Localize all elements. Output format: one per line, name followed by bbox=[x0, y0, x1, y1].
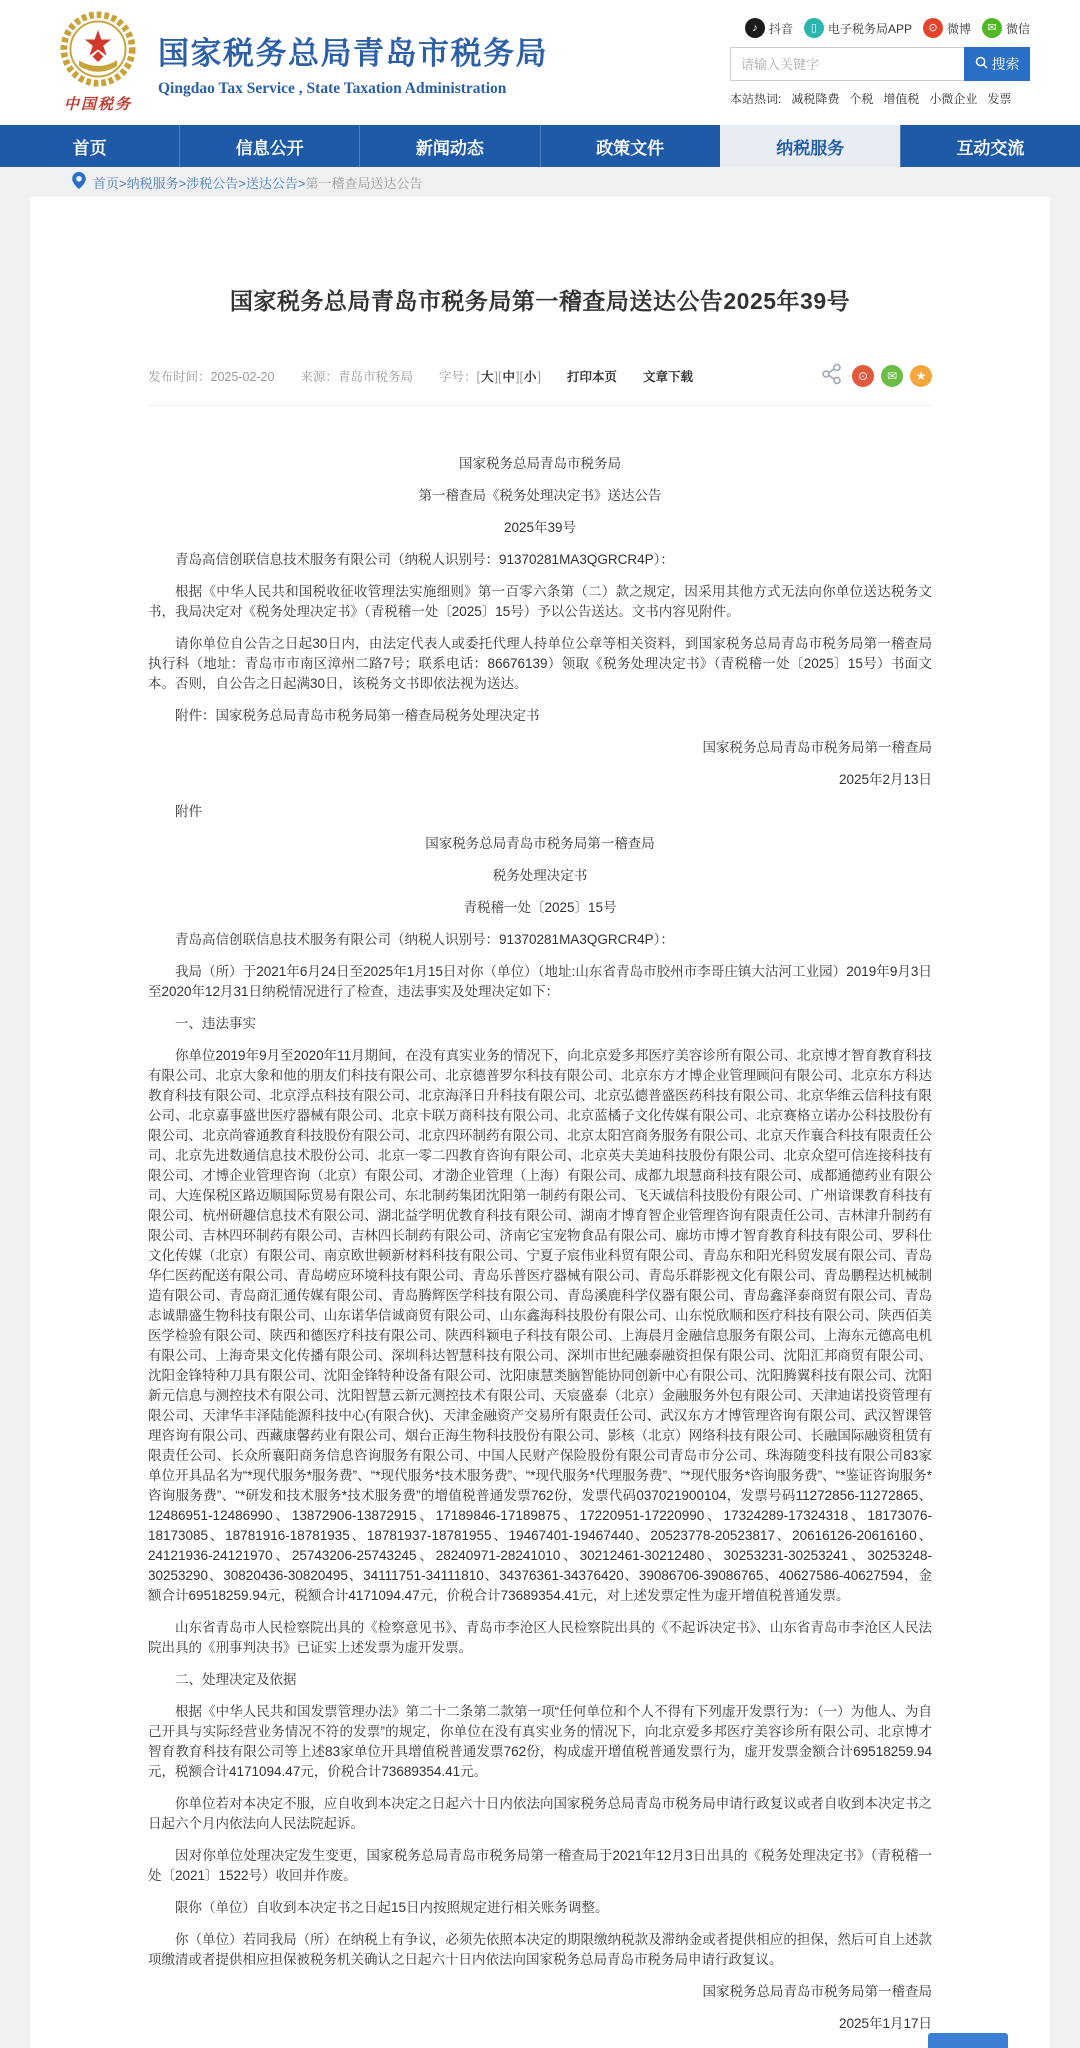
paragraph: 根据《中华人民共和国发票管理办法》第二十二条第二款第一项“任何单位和个人不得有下列虚开发票行为：（一）为他人、为自己开具与实际经营业务情况不符的发票”的规定，你单位在没有真实业务的情况下，向北京爱多邦医疗美容诊所有限公司、北京博才智育教育科技有限公司等上述83家单位开具增值税普通发票762份，构成虚开增值税普通发票行为，虚开发票金额合计69518259.94元，税额合计4171094.47元，价税合计73689354.41元。 bbox=[148, 1704, 932, 1779]
paragraph: 国家税务总局青岛市税务局第一稽查局 bbox=[702, 740, 932, 755]
paragraph: 你单位若对本决定不服，应自收到本决定之日起六十日内依法向国家税务总局青岛市税务局申请行政复议或者自收到本决定书之日起六个月内依法向人民法院起诉。 bbox=[148, 1796, 932, 1831]
bracket: ] bbox=[537, 369, 541, 384]
back-to-top-button[interactable] bbox=[928, 2033, 1008, 2048]
share-group bbox=[820, 362, 932, 389]
article-title: 国家税务总局青岛市税务局第一稽查局送达公告2025年39号 bbox=[229, 288, 851, 314]
search-input[interactable] bbox=[730, 47, 964, 81]
paragraph: 国家税务总局青岛市税务局第一稽查局 bbox=[425, 836, 655, 851]
location-pin-icon bbox=[72, 172, 86, 192]
tax-emblem-icon bbox=[60, 11, 136, 92]
search-button-label: 搜索 bbox=[991, 56, 1020, 72]
quick-links bbox=[730, 18, 1030, 38]
paragraph: 附件：国家税务总局青岛市税务局第一稽查局税务处理决定书 bbox=[175, 708, 540, 723]
search-button[interactable] bbox=[964, 47, 1030, 81]
bracket: ] bbox=[516, 369, 520, 384]
quick-link-label: 微信 bbox=[1005, 21, 1030, 36]
download-button[interactable]: 文章下载 bbox=[642, 369, 693, 384]
document-body bbox=[148, 454, 932, 2034]
font-size-小[interactable]: 小 bbox=[523, 369, 537, 384]
nav-item-4[interactable]: 政策文件 bbox=[540, 125, 720, 167]
quick-link-douyin[interactable] bbox=[745, 18, 793, 38]
qzone-share-icon[interactable]: ★ bbox=[910, 365, 932, 387]
paragraph: 根据《中华人民共和国税收征收管理法实施细则》第一百零六条第（二）款之规定，因采用其他方式无法向你单位送达税务文书，我局决定对《税务处理决定书》（青税稽一处〔2025〕15号）予以公告送达。文书内容见附件。 bbox=[148, 584, 932, 619]
paragraph: 青税稽一处〔2025〕15号 bbox=[463, 900, 617, 915]
nav-item-3[interactable]: 新闻动态 bbox=[359, 125, 539, 167]
paragraph: 请你单位自公告之日起30日内，由法定代表人或委托代理人持单位公章等相关资料，到国家税务总局青岛市税务局第一稽查局执行科（地址：青岛市市南区漳州二路7号；联系电话：86676139）领取《税务处理决定书》（青税稽一处〔2025〕15号）书面文本。否则，自公告之日起满30日，该税务文书即依法视为送达。 bbox=[148, 636, 932, 691]
etax-app-icon: ▯ bbox=[804, 18, 824, 38]
bracket: ] bbox=[494, 369, 498, 384]
nav-item-1[interactable]: 首页 bbox=[72, 138, 107, 158]
hot-word[interactable]: 发票 bbox=[987, 92, 1012, 106]
douyin-icon: ♪ bbox=[745, 18, 765, 38]
logo-caption: 中国税务 bbox=[63, 97, 132, 113]
quick-link-label: 抖音 bbox=[768, 21, 793, 36]
breadcrumb-separator: > bbox=[238, 175, 246, 191]
paragraph: 青岛高信创联信息技术服务有限公司（纳税人识别号：91370281MA3QGRCR4P）： bbox=[175, 932, 674, 947]
print-button[interactable]: 打印本页 bbox=[566, 369, 617, 384]
font-size-大[interactable]: 大 bbox=[481, 369, 494, 384]
article-meta bbox=[148, 362, 932, 406]
article-source: 来源：青岛市税务局 bbox=[300, 369, 413, 384]
publish-time: 发布时间：2025-02-20 bbox=[148, 369, 275, 384]
breadcrumb-link[interactable]: 首页 bbox=[93, 175, 120, 191]
header-right bbox=[730, 18, 1030, 107]
site-subtitle: Qingdao Tax Service , State Taxation Administration bbox=[158, 79, 507, 97]
breadcrumb-link[interactable]: 纳税服务 bbox=[126, 175, 179, 191]
breadcrumb-separator: > bbox=[178, 175, 187, 191]
paragraph: 因对你单位处理决定发生变更，国家税务总局青岛市税务局第一稽查局于2021年12月3日出具的《税务处理决定书》（青税稽一处〔2021〕1522号）收回并作废。 bbox=[148, 1848, 932, 1883]
breadcrumb-link[interactable]: 送达公告 bbox=[245, 175, 298, 191]
nav-item-5[interactable]: 纳税服务 bbox=[720, 125, 900, 167]
quick-link-label: 微博 bbox=[946, 21, 971, 36]
weibo-icon: ⊙ bbox=[923, 18, 943, 38]
hot-words-list bbox=[791, 90, 1011, 107]
breadcrumb-path bbox=[93, 173, 422, 192]
paragraph: 你（单位）若同我局（所）在纳税上有争议，必须先依照本决定的期限缴纳税款及滞纳金或者提供相应的担保，然后可自上述款项缴清或者提供相应担保被税务机关确认之日起六十日内依法向国家税务总局青岛市税务局申请行政复议。 bbox=[148, 1932, 932, 1967]
nav-item-6[interactable]: 互动交流 bbox=[900, 125, 1080, 167]
paragraph: 一、违法事实 bbox=[175, 1016, 256, 1031]
paragraph: 附件 bbox=[175, 804, 202, 819]
article-card bbox=[30, 197, 1050, 2048]
breadcrumb-current: 第一稽查局送达公告 bbox=[305, 175, 423, 191]
paragraph: 国家税务总局青岛市税务局 bbox=[459, 456, 621, 471]
breadcrumb-separator: > bbox=[119, 175, 127, 191]
hot-word[interactable]: 减税降费 bbox=[791, 92, 840, 106]
paragraph: 第一稽查局《税务处理决定书》送达公告 bbox=[418, 488, 662, 503]
site-header bbox=[0, 0, 1080, 125]
paragraph: 你单位2019年9月至2020年11月期间，在没有真实业务的情况下，向北京爱多邦医疗美容诊所有限公司、北京博才智育教育科技有限公司、北京大象和他的朋友们科技有限公司、北京德普罗尔科技有限公司、北京东方才博企业管理顾问有限公司、北京东方科达教育科技有限公司、北京浮点科技有限公司、北京海泽日升科技有限公司、北京弘德普盛医药科技有限公司、北京华维云信科技有限公司、北京嘉事盛世医疗器械有限公司、北京卡联万商科技有限公司、北京蓝橘子文化传媒有限公司、北京赛格立诺办公科技股份有限公司、北京尚睿通教育科技股份有限公司、北京四环制药有限公司、北京太阳宫商务服务有限公司、北京天作襄合科技有限责任公司、北京先进数通信息技术股份公司、北京一零二四教育咨询有限公司、北京英夫美迪科技股份有限公司、北京众望可信连接科技有限公司、才博企业管理咨询（北京）有限公司、才渤企业管理（上海）有限公司、成都九垠慧商科技有限公司、成都通德药业有限公司、大连保税区路迈顺国际贸易有限公司、东北制药集团沈阳第一制药有限公司、飞天诚信科技股份有限公司、广州谙课教育科技有限公司、杭州研趣信息技术有限公司、湖北益学明优教育科技有限公司、湖南才博育智企业管理咨询有限责任公司、吉林津升制药有限公司、吉林四环制药有限公司、吉林四长制药有限公司、济南它宝宠物食品有限公司、廊坊市博才智育教育科技有限公司、罗科仕文化传媒（北京）有限公司、南京欧世顿新材料科技有限公司、宁夏子宸伟业科贸有限公司、青岛东和阳光科贸发展有限公司、青岛华仁医药配送有限公司、青岛崂应环境科技有限公司、青岛乐普医疗器械有限公司、青岛乐群影视文化有限公司、青岛鹏程达机械制造有限公司、青岛商汇通传媒有限公司、青岛腾辉医学科技有限公司、青岛溪鹿科学仪器有限公司、青岛鑫泽泰商贸有限公司、青岛志诚鼎盛生物科技有限公司、山东诺华信诚商贸有限公司、山东鑫海科技股份有限公司、山东悦欣顺和医疗科技有限公司、陕西佰美医学检验有限公司、陕西和德医疗科技有限公司、陕西科颖电子科技有限公司、上海晨月金融信息服务有限公司、上海东元德高电机有限公司、上海奇果文化传播有限公司、深圳科达智慧科技有限公司、深圳市世纪融泰融资担保有限公司、沈阳汇邦商贸有限公司、沈阳金锋特种刀具有限公司、沈阳金锋特种设备有限公司、沈阳康慧类脑智能协同创新中心有限公司、沈阳腾翼科技有限公司、沈阳新元信息与测控技术有限公司、沈阳智慧云新元测控技术有限公司、天宸盛泰（北京）金融服务外包有限公司、天津迪诺投资管理有限公司、天津华丰泽陆能源科技中心(有限合伙)、天津金融资产交易所有限责任公司、武汉东方才博管理咨询有限公司、武汉智课管理咨询有限公司、西藏康馨药业有限公司、烟台正海生物科技股份有限公司、影核（北京）网络科技有限公司、长融国际融资租赁有限责任公司、长众所襄阳商务信息咨询服务有限公司、中国人民财产保险股份有限公司青岛市分公司、珠海随变科技有限公司83家单位开具品名为“*现代服务*服务费”、“*现代服务*技术服务费”、“*现代服务*代理服务费”、“*现代服务*咨询服务费”、“*鉴证咨询服务*咨询服务费”、“*研发和技术服务*技术服务费”的增值税普通发票762份，发票代码037021900104，发票号码11272856-11272865、12486951-12486990、13872906-13872915、17189846-17189875、17220951-17220990、17324289-17324318、18173076-18173085、18781916-18781935、18781937-18781955、19467401-19467440、20523778-20523817、20616126-20616160、24121936-24121970、25743206-25743245、28240971-28241010、30212461-30212480、30253231-30253241、30253248-30253290、30820436-30820495、34111751-34111810、34376361-34376420、39086706-39086765、40627586-40627594，金额合计69518259.94元，税额合计4171094.47元，价税合计73689354.41元，对上述发票定性为虚开增值税普通发票。 bbox=[148, 1048, 932, 1603]
paragraph: 2025年1月17日 bbox=[838, 2016, 932, 2031]
paragraph: 税务处理决定书 bbox=[492, 868, 588, 883]
hot-word[interactable]: 增值税 bbox=[883, 92, 920, 106]
paragraph: 二、处理决定及依据 bbox=[175, 1672, 297, 1687]
site-titles bbox=[158, 28, 548, 98]
share-nodes-icon[interactable] bbox=[820, 362, 844, 389]
font-size-中[interactable]: 中 bbox=[502, 369, 515, 384]
site-logo bbox=[52, 11, 144, 114]
paragraph: 我局（所）于2021年6月24日至2025年1月15日对你（单位）（地址:山东省青岛市胶州市李哥庄镇大沽河工业园）2019年9月3日至2020年12月31日纳税情况进行了检查，违法事实及处理决定如下： bbox=[148, 964, 932, 999]
quick-link-weibo[interactable] bbox=[923, 18, 971, 38]
quick-link-etax-app[interactable] bbox=[804, 18, 912, 38]
paragraph: 2025年2月13日 bbox=[838, 772, 932, 787]
hot-words-label: 本站热词: bbox=[730, 92, 782, 106]
font-size-control: 字号：[大][中][小] bbox=[439, 369, 541, 384]
wechat-icon: ✉ bbox=[982, 18, 1002, 38]
quick-link-label: 电子税务局APP bbox=[827, 21, 912, 36]
main-nav bbox=[0, 125, 1080, 167]
bracket: [ bbox=[498, 369, 502, 384]
site-title: 国家税务总局青岛市税务局 bbox=[158, 35, 548, 71]
bracket: [ bbox=[519, 369, 523, 384]
paragraph: 青岛高信创联信息技术服务有限公司（纳税人识别号：91370281MA3QGRCR4P）： bbox=[175, 552, 674, 567]
weibo-share-icon[interactable]: ⊙ bbox=[852, 365, 874, 387]
quick-link-wechat[interactable] bbox=[982, 18, 1030, 38]
paragraph: 国家税务总局青岛市税务局第一稽查局 bbox=[702, 1984, 932, 1999]
breadcrumb bbox=[0, 167, 1080, 197]
bracket: [ bbox=[476, 369, 480, 384]
wechat-share-icon[interactable]: ✉ bbox=[881, 365, 903, 387]
breadcrumb-link[interactable]: 涉税公告 bbox=[186, 175, 239, 191]
paragraph: 2025年39号 bbox=[503, 520, 577, 535]
paragraph: 山东省青岛市人民检察院出具的《检察意见书》、青岛市李沧区人民检察院出具的《不起诉决定书》、山东省青岛市李沧区人民法院出具的《刑事判决书》已证实上述发票为虚开发票。 bbox=[148, 1620, 932, 1655]
hot-words bbox=[730, 90, 1030, 107]
nav-item-2[interactable]: 信息公开 bbox=[179, 125, 359, 167]
search-icon bbox=[975, 56, 988, 72]
hot-word[interactable]: 个税 bbox=[849, 92, 874, 106]
hot-word[interactable]: 小微企业 bbox=[929, 92, 978, 106]
search-box bbox=[730, 47, 1030, 81]
breadcrumb-separator: > bbox=[297, 175, 306, 191]
paragraph: 限你（单位）自收到本决定书之日起15日内按照规定进行相关账务调整。 bbox=[175, 1900, 609, 1915]
